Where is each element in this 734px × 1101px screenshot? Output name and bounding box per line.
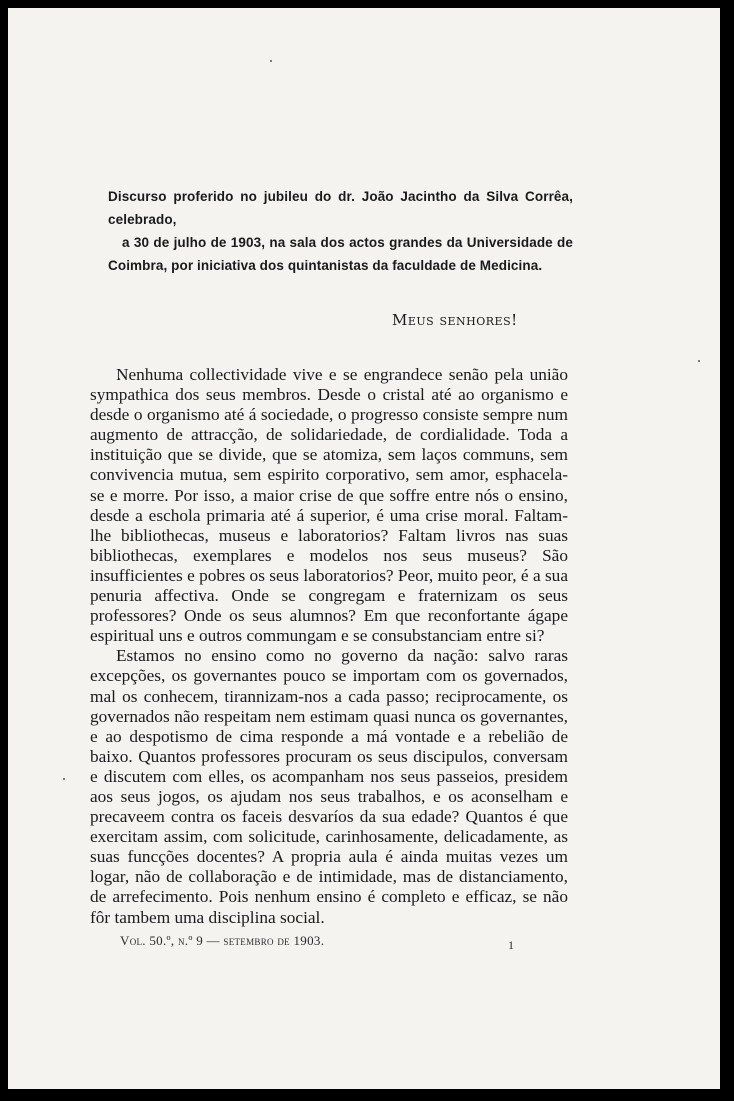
- page-number: 1: [508, 938, 514, 952]
- discourse-heading: [108, 185, 573, 277]
- body-text: [90, 365, 568, 928]
- page-footer: [120, 933, 520, 949]
- paragraph: Nenhuma collectividade vive e se engrandece senão pela união sympathica dos seus membros. Desde o cristal até ao organismo e desde o organismo até á sociedade, o progresso consiste sempre num augmento de attracção, de solidariedade, de cordialidade. Toda a instituição que se divide, que se atomiza, sem laços communs, sem convivencia mutua, sem espirito corporativo, sem amor, esphacela-se e morre. Por isso, a maior crise de que soffre entre nós o ensino, desde a eschola primaria até á superior, é uma crise moral. Faltam-lhe bibliothecas, museus e laboratorios? Faltam livros nas suas bibliothecas, exemplares e modelos nos seus museus? São insufficientes e pobres os seus laboratorios? Peor, muito peor, é a sua penuria affectiva. Onde se congregam e fraternizam os seus professores? Onde os seus alumnos? Em que reconfortante ágape espiritual uns e outros commungam e se consubstanciam entre si?: [90, 365, 568, 646]
- paragraph: Estamos no ensino como no governo da nação: salvo raras excepções, os governantes pouco se importam com os governados, mal os conhecem, tirannizam-nos a cada passo; reciprocamente, os governados não respeitam nem estimam quasi nunca os governantes, e ao despotismo de cima responde a má vontade e a rebelião de baixo. Quantos professores procuram os seus discipulos, conversam e discutem com elles, os acompanham nos seus passeios, presidem aos seus jogos, os ajudam nos seus trabalhos, e os aconselham e precaveem contra os faceis desvaríos da sua edade? Quantos é que exercitam assim, com solicitude, carinhosamente, delicadamente, as suas funcções docentes? A propria aula é ainda muitas vezes um logar, não de collaboração e de intimidade, mas de distanciamento, de arrefecimento. Pois nenhum ensino é completo e efficaz, se não fôr tambem uma disciplina social.: [90, 646, 568, 927]
- paper-speck: [63, 778, 65, 780]
- heading-line: Coimbra, por iniciativa dos quintanistas da faculdade de Medicina.: [108, 258, 543, 273]
- paper-speck: [270, 60, 272, 62]
- salutation: Meus senhores!: [392, 311, 518, 329]
- paper-speck: [698, 360, 700, 362]
- heading-line: Discurso proferido no jubileu do dr. João Jacintho da Silva Corrêa, celebrado,: [108, 189, 573, 227]
- heading-line: a 30 de julho de 1903, na sala dos actos grandes da Universidade de: [122, 235, 573, 250]
- footer-volume-info: Vol. 50.º, n.º 9 — setembro de 1903.: [120, 933, 325, 948]
